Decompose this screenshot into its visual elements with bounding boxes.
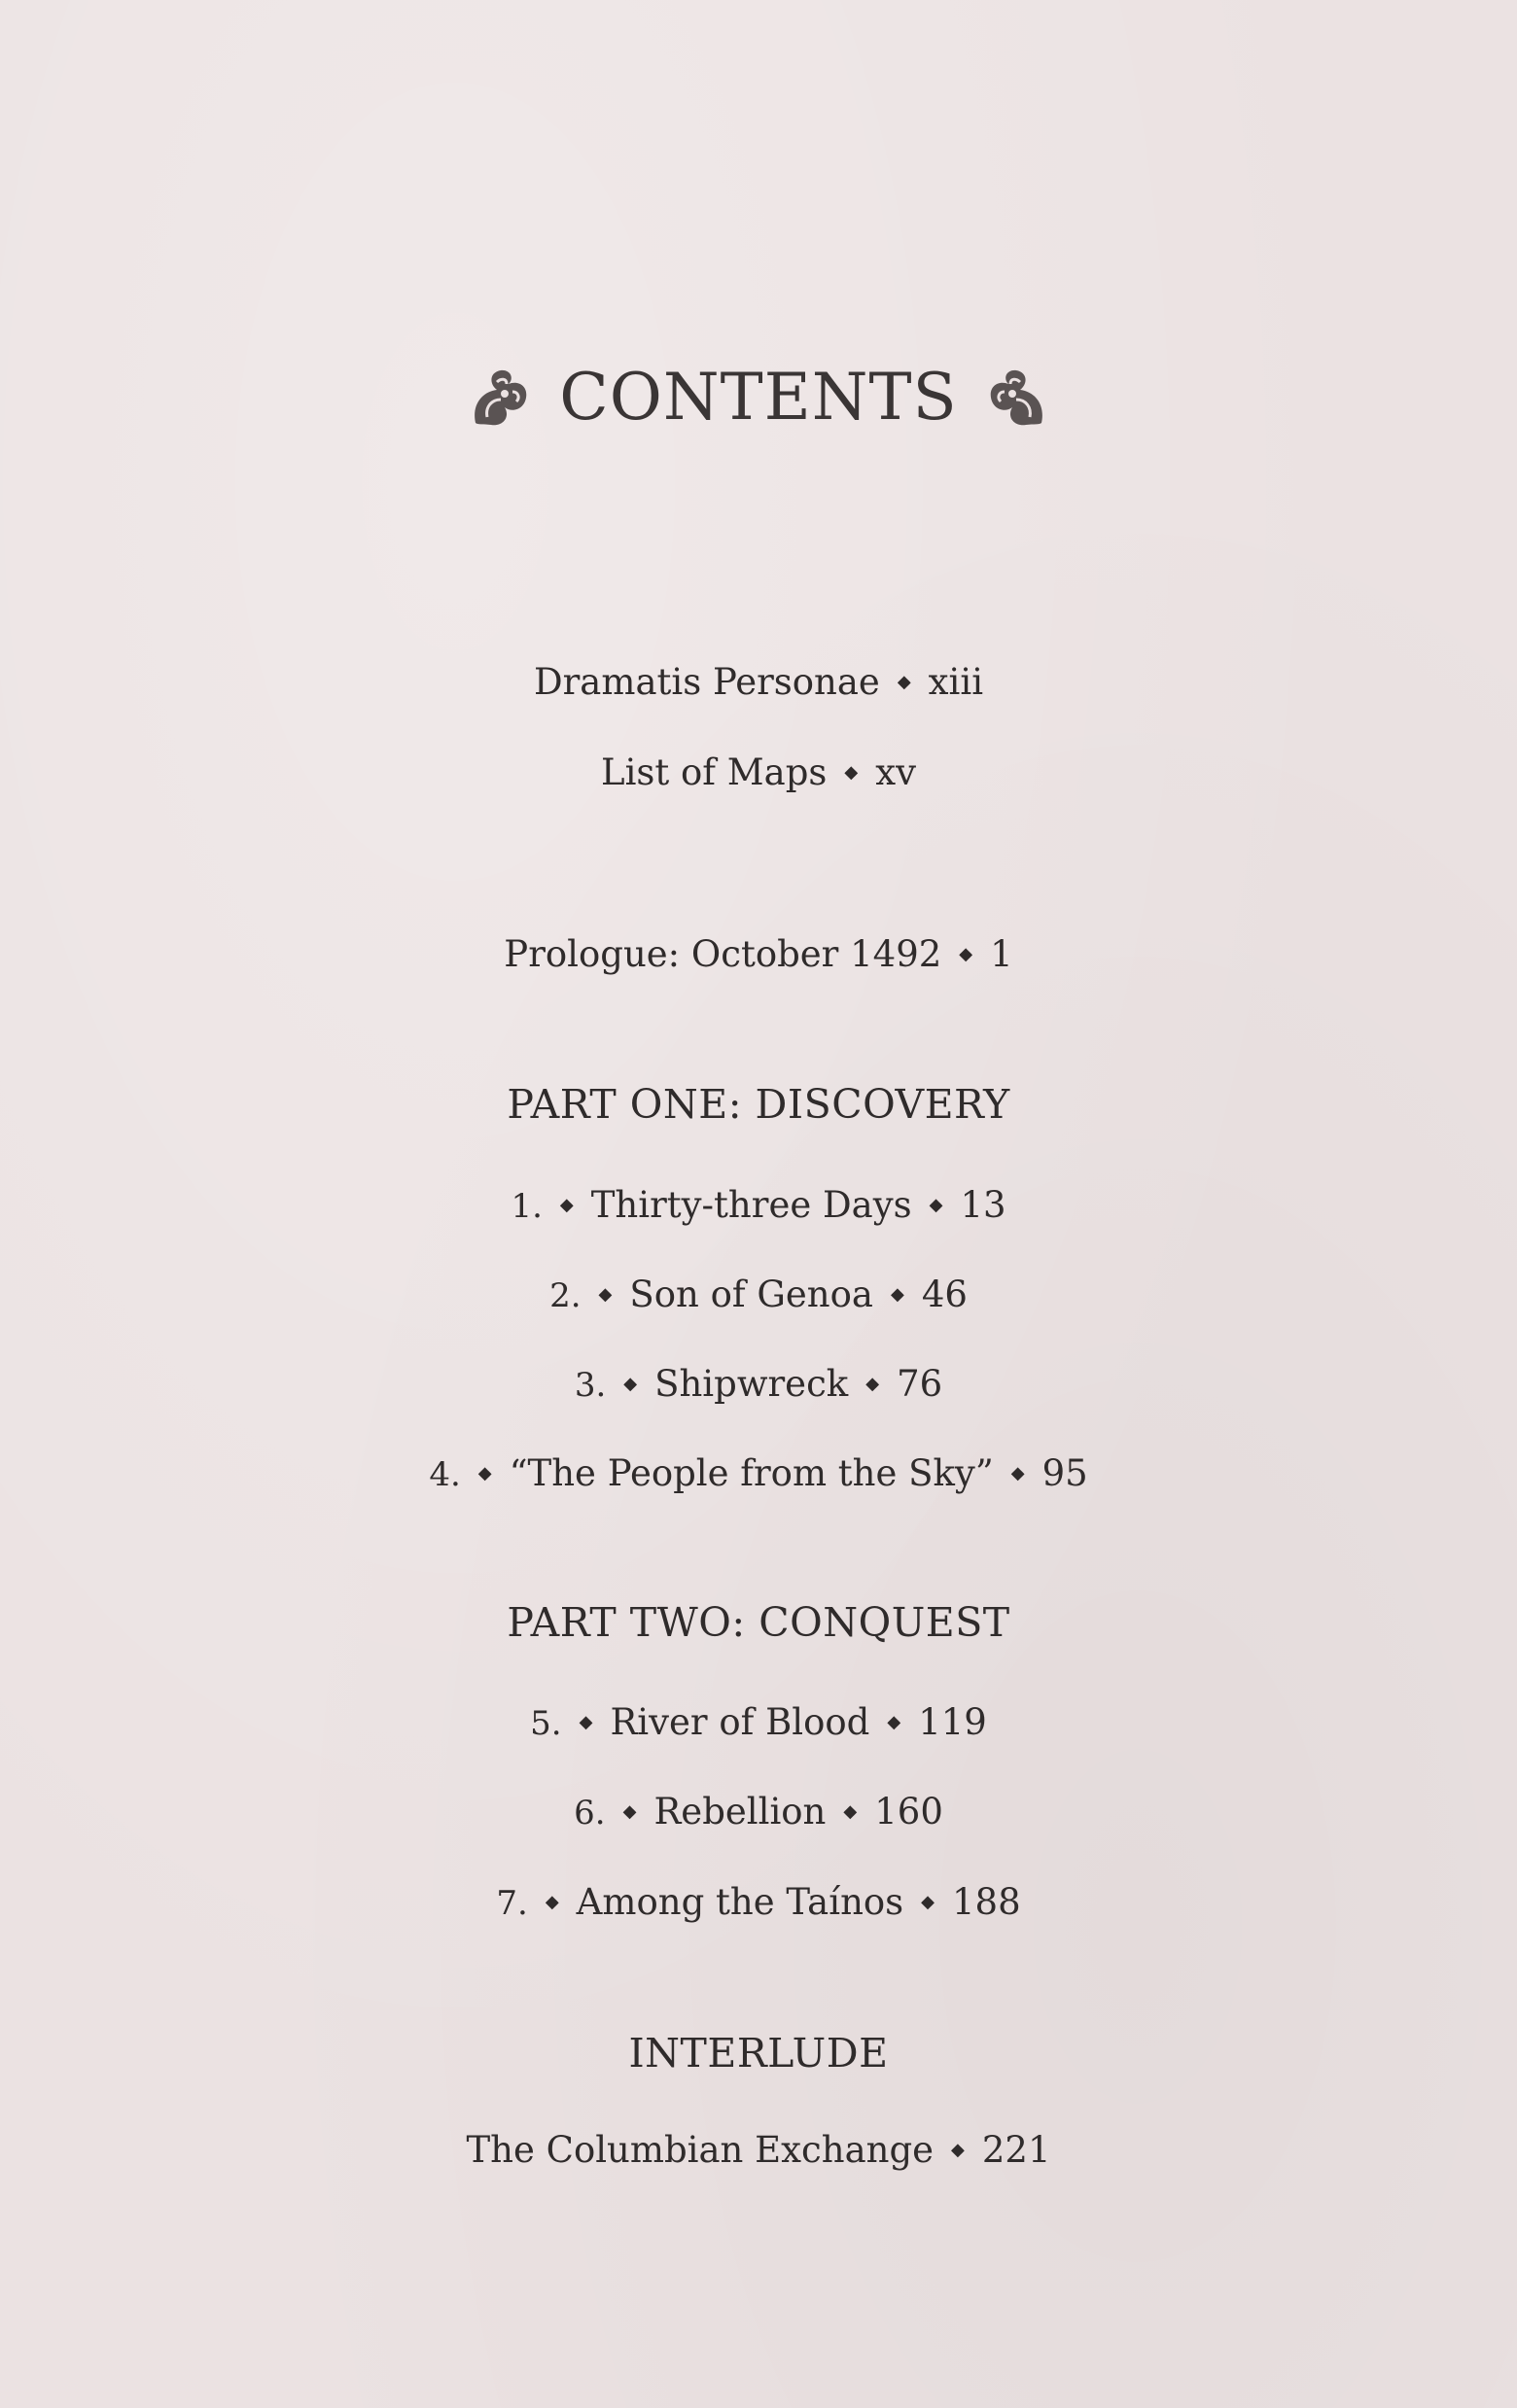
toc-entry-interlude — [0, 2129, 1517, 2171]
toc-entry-list-of-maps — [0, 751, 1517, 793]
bullet-icon: ◆ — [1010, 1463, 1025, 1483]
bullet-icon: ◆ — [559, 1195, 574, 1215]
chapter-number: 5. — [530, 1704, 562, 1743]
entry-page: 119 — [918, 1701, 987, 1743]
chapter-number: 2. — [549, 1276, 582, 1315]
bullet-icon: ◆ — [622, 1801, 637, 1822]
toc-entry-chapter — [0, 1274, 1517, 1315]
toc-entry-chapter — [0, 1881, 1517, 1923]
entry-page: 13 — [960, 1184, 1006, 1226]
entry-title: Son of Genoa — [629, 1274, 873, 1315]
entry-page: xv — [875, 751, 916, 793]
entry-title: Among the Taínos — [576, 1881, 904, 1923]
bullet-icon: ◆ — [545, 1892, 559, 1912]
bullet-icon: ◆ — [579, 1712, 593, 1732]
heading-text: CONTENTS — [559, 360, 958, 435]
bullet-icon: ◆ — [959, 944, 973, 964]
entry-page: xiii — [928, 661, 984, 703]
bullet-icon: ◆ — [890, 1284, 904, 1305]
entry-title: The Columbian Exchange — [466, 2129, 935, 2171]
bullet-icon: ◆ — [929, 1195, 943, 1215]
bullet-icon: ◆ — [887, 1712, 901, 1732]
toc-entry-dramatis-personae — [0, 661, 1517, 703]
entry-title: Prologue: October 1492 — [504, 933, 942, 975]
bullet-icon: ◆ — [951, 2140, 965, 2160]
bullet-icon: ◆ — [843, 1801, 858, 1822]
chapter-number: 6. — [574, 1794, 606, 1832]
entry-page: 46 — [921, 1274, 968, 1315]
contents-heading — [0, 360, 1517, 435]
entry-title: Shipwreck — [654, 1363, 849, 1405]
bullet-icon: ◆ — [598, 1284, 613, 1305]
interlude-heading: INTERLUDE — [628, 2030, 889, 2076]
toc-entry-chapter — [0, 1791, 1517, 1832]
entry-title: Rebellion — [653, 1791, 827, 1832]
chapter-number: 4. — [429, 1455, 461, 1494]
chapter-number: 1. — [511, 1187, 543, 1226]
bullet-icon: ◆ — [897, 672, 911, 692]
part-heading: PART ONE: DISCOVERY — [507, 1081, 1010, 1128]
entry-page: 95 — [1041, 1452, 1088, 1494]
entry-page: 221 — [981, 2129, 1051, 2171]
entry-page: 188 — [952, 1881, 1021, 1923]
entry-title: “The People from the Sky” — [509, 1452, 994, 1494]
bullet-icon: ◆ — [477, 1463, 492, 1483]
entry-title: River of Blood — [610, 1701, 870, 1743]
chapter-number: 3. — [574, 1366, 607, 1405]
entry-title: Thirty-three Days — [590, 1184, 912, 1226]
toc-entry-prologue — [0, 933, 1517, 975]
entry-page: 160 — [874, 1791, 943, 1832]
entry-title: Dramatis Personae — [533, 661, 880, 703]
bullet-icon: ◆ — [623, 1374, 638, 1394]
part-heading: PART TWO: CONQUEST — [507, 1599, 1010, 1646]
bullet-icon: ◆ — [844, 762, 859, 783]
chapter-number: 7. — [496, 1884, 528, 1923]
entry-title: List of Maps — [601, 751, 828, 793]
toc-entry-chapter — [0, 1701, 1517, 1743]
entry-page: 1 — [990, 933, 1013, 975]
toc-entry-chapter — [0, 1452, 1517, 1494]
left-fleuron-icon — [468, 363, 538, 433]
entry-page: 76 — [897, 1363, 943, 1405]
right-fleuron-icon — [979, 363, 1049, 433]
bullet-icon: ◆ — [921, 1892, 935, 1912]
toc-entry-chapter — [0, 1184, 1517, 1226]
toc-entry-chapter — [0, 1363, 1517, 1405]
bullet-icon: ◆ — [865, 1374, 880, 1394]
